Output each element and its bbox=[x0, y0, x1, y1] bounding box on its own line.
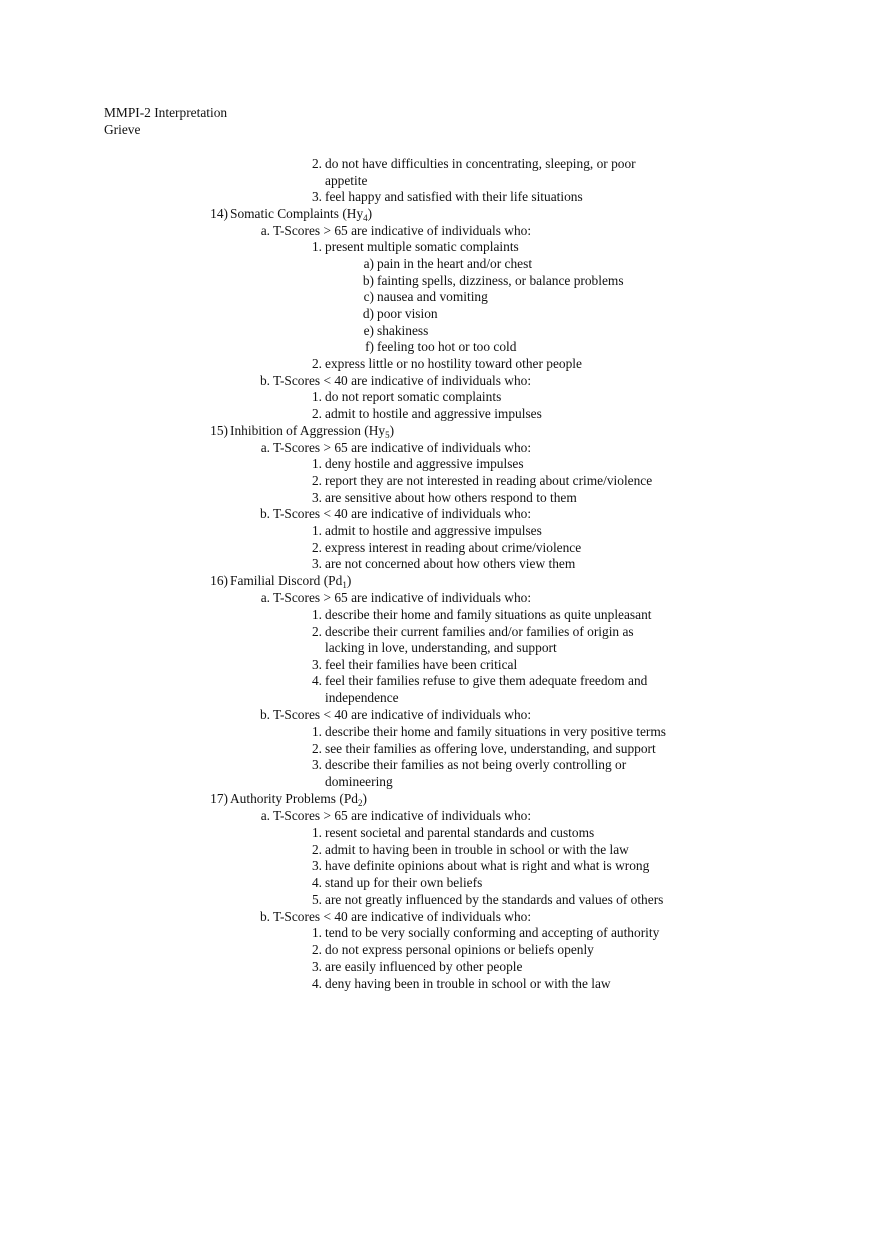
list-item-number: 2. bbox=[311, 942, 322, 957]
list-item-number: 1. bbox=[311, 724, 322, 739]
list-item-text-main: T-Scores > 65 are indicative of individuals who: bbox=[273, 223, 532, 238]
list-item-number: 2. bbox=[311, 156, 322, 171]
list-item-text-main: are sensitive about how others respond to them bbox=[325, 490, 577, 505]
list-item-text-main: describe their home and family situations as quite unpleasant bbox=[325, 607, 652, 622]
list-item-text bbox=[273, 440, 531, 457]
list-item-text-main: do not express personal opinions or beliefs openly bbox=[325, 942, 594, 957]
list-item-text bbox=[273, 707, 531, 724]
scale-subscript: 1 bbox=[342, 580, 347, 590]
list-item-number: d) bbox=[362, 306, 374, 321]
list-item-number: b. bbox=[259, 707, 270, 722]
list-item-text bbox=[325, 389, 501, 406]
list-item-text bbox=[325, 456, 524, 473]
list-item-number: f) bbox=[365, 339, 374, 354]
list-item-text-main: T-Scores < 40 are indicative of individuals who: bbox=[273, 373, 532, 388]
list-item-text-main: are easily influenced by other people bbox=[325, 959, 523, 974]
list-item-text bbox=[325, 239, 519, 256]
list-item-text bbox=[325, 556, 575, 573]
list-item-number: 17) bbox=[210, 791, 228, 806]
list-item-text-main: are not greatly influenced by the standards and values of others bbox=[325, 892, 664, 907]
scale-subscript: 5 bbox=[385, 430, 390, 440]
list-item-number: 1. bbox=[311, 607, 322, 622]
list-item-text bbox=[230, 791, 367, 808]
list-item-text bbox=[325, 540, 581, 557]
list-item-text-main: stand up for their own beliefs bbox=[325, 875, 483, 890]
list-item-text-main: T-Scores > 65 are indicative of individuals who: bbox=[273, 440, 532, 455]
list-item-text-main: Familial Discord (Pd bbox=[230, 573, 343, 588]
list-item-number: b. bbox=[259, 373, 270, 388]
list-item-text-main: admit to hostile and aggressive impulses bbox=[325, 523, 542, 538]
list-item-number: 4. bbox=[311, 875, 322, 890]
list-item-text bbox=[377, 306, 438, 323]
list-item-text-main: lacking in love, understanding, and support bbox=[325, 640, 557, 655]
list-item-number: a. bbox=[260, 590, 270, 605]
list-item-text-main: express interest in reading about crime/violence bbox=[325, 540, 582, 555]
list-item-text bbox=[325, 942, 594, 959]
list-item-text-main: describe their families as not being overly controlling or bbox=[325, 757, 627, 772]
list-item-text-main: feeling too hot or too cold bbox=[377, 339, 517, 354]
list-item-text-main: feel their families refuse to give them adequate freedom and bbox=[325, 673, 648, 688]
list-item-text-main: T-Scores > 65 are indicative of individuals who: bbox=[273, 590, 532, 605]
list-item-text-main: present multiple somatic complaints bbox=[325, 239, 519, 254]
list-item-number: 1. bbox=[311, 523, 322, 538]
list-item-text-main: appetite bbox=[325, 173, 368, 188]
list-item-text-main: admit to having been in trouble in school or with the law bbox=[325, 842, 629, 857]
list-item-text bbox=[325, 406, 542, 423]
list-item-text bbox=[325, 490, 577, 507]
list-item-text-main: describe their current families and/or families of origin as bbox=[325, 624, 634, 639]
list-item-text bbox=[377, 289, 488, 306]
list-item-text-main: poor vision bbox=[377, 306, 438, 321]
list-item-text-main: do not have difficulties in concentrating, sleeping, or poor bbox=[325, 156, 636, 171]
list-item-text bbox=[325, 607, 652, 624]
list-item-text bbox=[325, 741, 656, 758]
list-item-number: 14) bbox=[210, 206, 228, 221]
list-item-text-main: tend to be very socially conforming and accepting of authority bbox=[325, 925, 660, 940]
list-item-text bbox=[325, 673, 647, 690]
list-item-text bbox=[273, 373, 531, 390]
list-item-number: a) bbox=[363, 256, 374, 271]
list-item-text-main: T-Scores < 40 are indicative of individuals who: bbox=[273, 506, 532, 521]
list-item-number: a. bbox=[260, 808, 270, 823]
list-item-text-main: describe their home and family situations in very positive terms bbox=[325, 724, 667, 739]
list-item-text bbox=[325, 657, 517, 674]
list-item-text bbox=[325, 842, 629, 859]
list-item-text bbox=[325, 640, 557, 657]
list-item-number: 1. bbox=[311, 925, 322, 940]
scale-subscript: 2 bbox=[357, 798, 363, 808]
list-item-text bbox=[377, 256, 532, 273]
list-item-text bbox=[325, 774, 393, 791]
list-item-text bbox=[273, 909, 531, 926]
list-item-number: 2. bbox=[311, 624, 322, 639]
list-item-text-main: are not concerned about how others view them bbox=[325, 556, 576, 571]
list-item-text bbox=[230, 573, 351, 590]
list-item-number: 1. bbox=[311, 825, 322, 840]
list-item-number: 15) bbox=[210, 423, 228, 438]
list-item-number: b) bbox=[362, 273, 374, 288]
list-item-text bbox=[230, 206, 372, 223]
list-item-text-main: express little or no hostility toward other people bbox=[325, 356, 582, 371]
closing-paren: ) bbox=[389, 423, 395, 438]
list-item-number: 4. bbox=[311, 673, 322, 688]
list-item-text bbox=[325, 892, 663, 909]
document-author: Grieve bbox=[104, 122, 141, 137]
list-item-text bbox=[325, 356, 582, 373]
list-item-number: 3. bbox=[311, 189, 322, 204]
list-item-text-main: fainting spells, dizziness, or balance problems bbox=[377, 273, 624, 288]
list-item-text-main: nausea and vomiting bbox=[377, 289, 488, 304]
list-item-text-main: have definite opinions about what is right and what is wrong bbox=[325, 858, 650, 873]
list-item-number: 1. bbox=[311, 456, 322, 471]
list-item-number: 3. bbox=[311, 959, 322, 974]
list-item-text bbox=[325, 173, 367, 190]
list-item-text-main: shakiness bbox=[377, 323, 429, 338]
list-item-text bbox=[325, 523, 542, 540]
list-item-text bbox=[325, 624, 634, 641]
list-item-text bbox=[273, 590, 531, 607]
list-item-number: 3. bbox=[311, 657, 322, 672]
list-item-number: 5. bbox=[311, 892, 322, 907]
list-item-text bbox=[273, 808, 531, 825]
list-item-number: 3. bbox=[311, 858, 322, 873]
scale-subscript: 4 bbox=[363, 213, 368, 223]
list-item-number: 4. bbox=[311, 976, 322, 991]
list-item-text bbox=[377, 339, 516, 356]
list-item-text bbox=[273, 506, 531, 523]
list-item-text bbox=[230, 423, 394, 440]
list-item-text-main: Authority Problems (Pd bbox=[230, 791, 358, 806]
list-item-number: 3. bbox=[311, 556, 322, 571]
list-item-number: 2. bbox=[311, 540, 322, 555]
list-item-text bbox=[325, 875, 482, 892]
list-item-text-main: Somatic Complaints (Hy bbox=[230, 206, 364, 221]
list-item-number: c) bbox=[363, 289, 374, 304]
list-item-text-main: admit to hostile and aggressive impulses bbox=[325, 406, 542, 421]
list-item-text bbox=[325, 858, 649, 875]
closing-paren: ) bbox=[362, 791, 367, 806]
list-item-number: b. bbox=[259, 909, 270, 924]
list-item-text-main: see their families as offering love, understanding, and support bbox=[325, 741, 656, 756]
list-item-text bbox=[325, 976, 611, 993]
list-item-text bbox=[377, 273, 624, 290]
list-item-number: 2. bbox=[311, 406, 322, 421]
list-item-number: 16) bbox=[210, 573, 228, 588]
list-item-number: b. bbox=[259, 506, 270, 521]
list-item-text bbox=[325, 189, 583, 206]
list-item-number: 1. bbox=[311, 239, 322, 254]
closing-paren: ) bbox=[346, 573, 352, 588]
list-item-text bbox=[325, 825, 594, 842]
closing-paren: ) bbox=[367, 206, 373, 221]
list-item-text bbox=[273, 223, 531, 240]
list-item-text-main: feel their families have been critical bbox=[325, 657, 518, 672]
list-item-number: 1. bbox=[311, 389, 322, 404]
list-item-text-main: T-Scores < 40 are indicative of individuals who: bbox=[273, 707, 532, 722]
list-item-text-main: pain in the heart and/or chest bbox=[377, 256, 533, 271]
list-item-text bbox=[325, 757, 626, 774]
list-item-number: 2. bbox=[311, 473, 322, 488]
list-item-number: 2. bbox=[311, 741, 322, 756]
list-item-number: 3. bbox=[311, 757, 322, 772]
list-item-text-main: T-Scores < 40 are indicative of individuals who: bbox=[273, 909, 532, 924]
list-item-number: e) bbox=[363, 323, 374, 338]
list-item-number: 2. bbox=[311, 842, 322, 857]
list-item-text bbox=[325, 473, 652, 490]
list-item-text-main: Inhibition of Aggression (Hy bbox=[230, 423, 386, 438]
list-item-text-main: report they are not interested in reading about crime/violence bbox=[325, 473, 653, 488]
list-item-number: a. bbox=[260, 223, 270, 238]
document-title: MMPI-2 Interpretation bbox=[104, 105, 228, 120]
list-item-text bbox=[325, 925, 659, 942]
list-item-text bbox=[325, 690, 399, 707]
list-item-text bbox=[325, 156, 636, 173]
list-item-text bbox=[325, 959, 522, 976]
list-item-text-main: domineering bbox=[325, 774, 393, 789]
list-item-text-main: feel happy and satisfied with their life situations bbox=[325, 189, 583, 204]
list-item-text-main: deny hostile and aggressive impulses bbox=[325, 456, 524, 471]
list-item-text-main: do not report somatic complaints bbox=[325, 389, 502, 404]
list-item-text-main: deny having been in trouble in school or with the law bbox=[325, 976, 611, 991]
list-item-text-main: independence bbox=[325, 690, 399, 705]
list-item-number: 2. bbox=[311, 356, 322, 371]
list-item-text-main: T-Scores > 65 are indicative of individuals who: bbox=[273, 808, 532, 823]
list-item-text-main: resent societal and parental standards and customs bbox=[325, 825, 595, 840]
list-item-number: 3. bbox=[311, 490, 322, 505]
list-item-text bbox=[325, 724, 666, 741]
list-item-number: a. bbox=[260, 440, 270, 455]
list-item-text bbox=[377, 323, 428, 340]
